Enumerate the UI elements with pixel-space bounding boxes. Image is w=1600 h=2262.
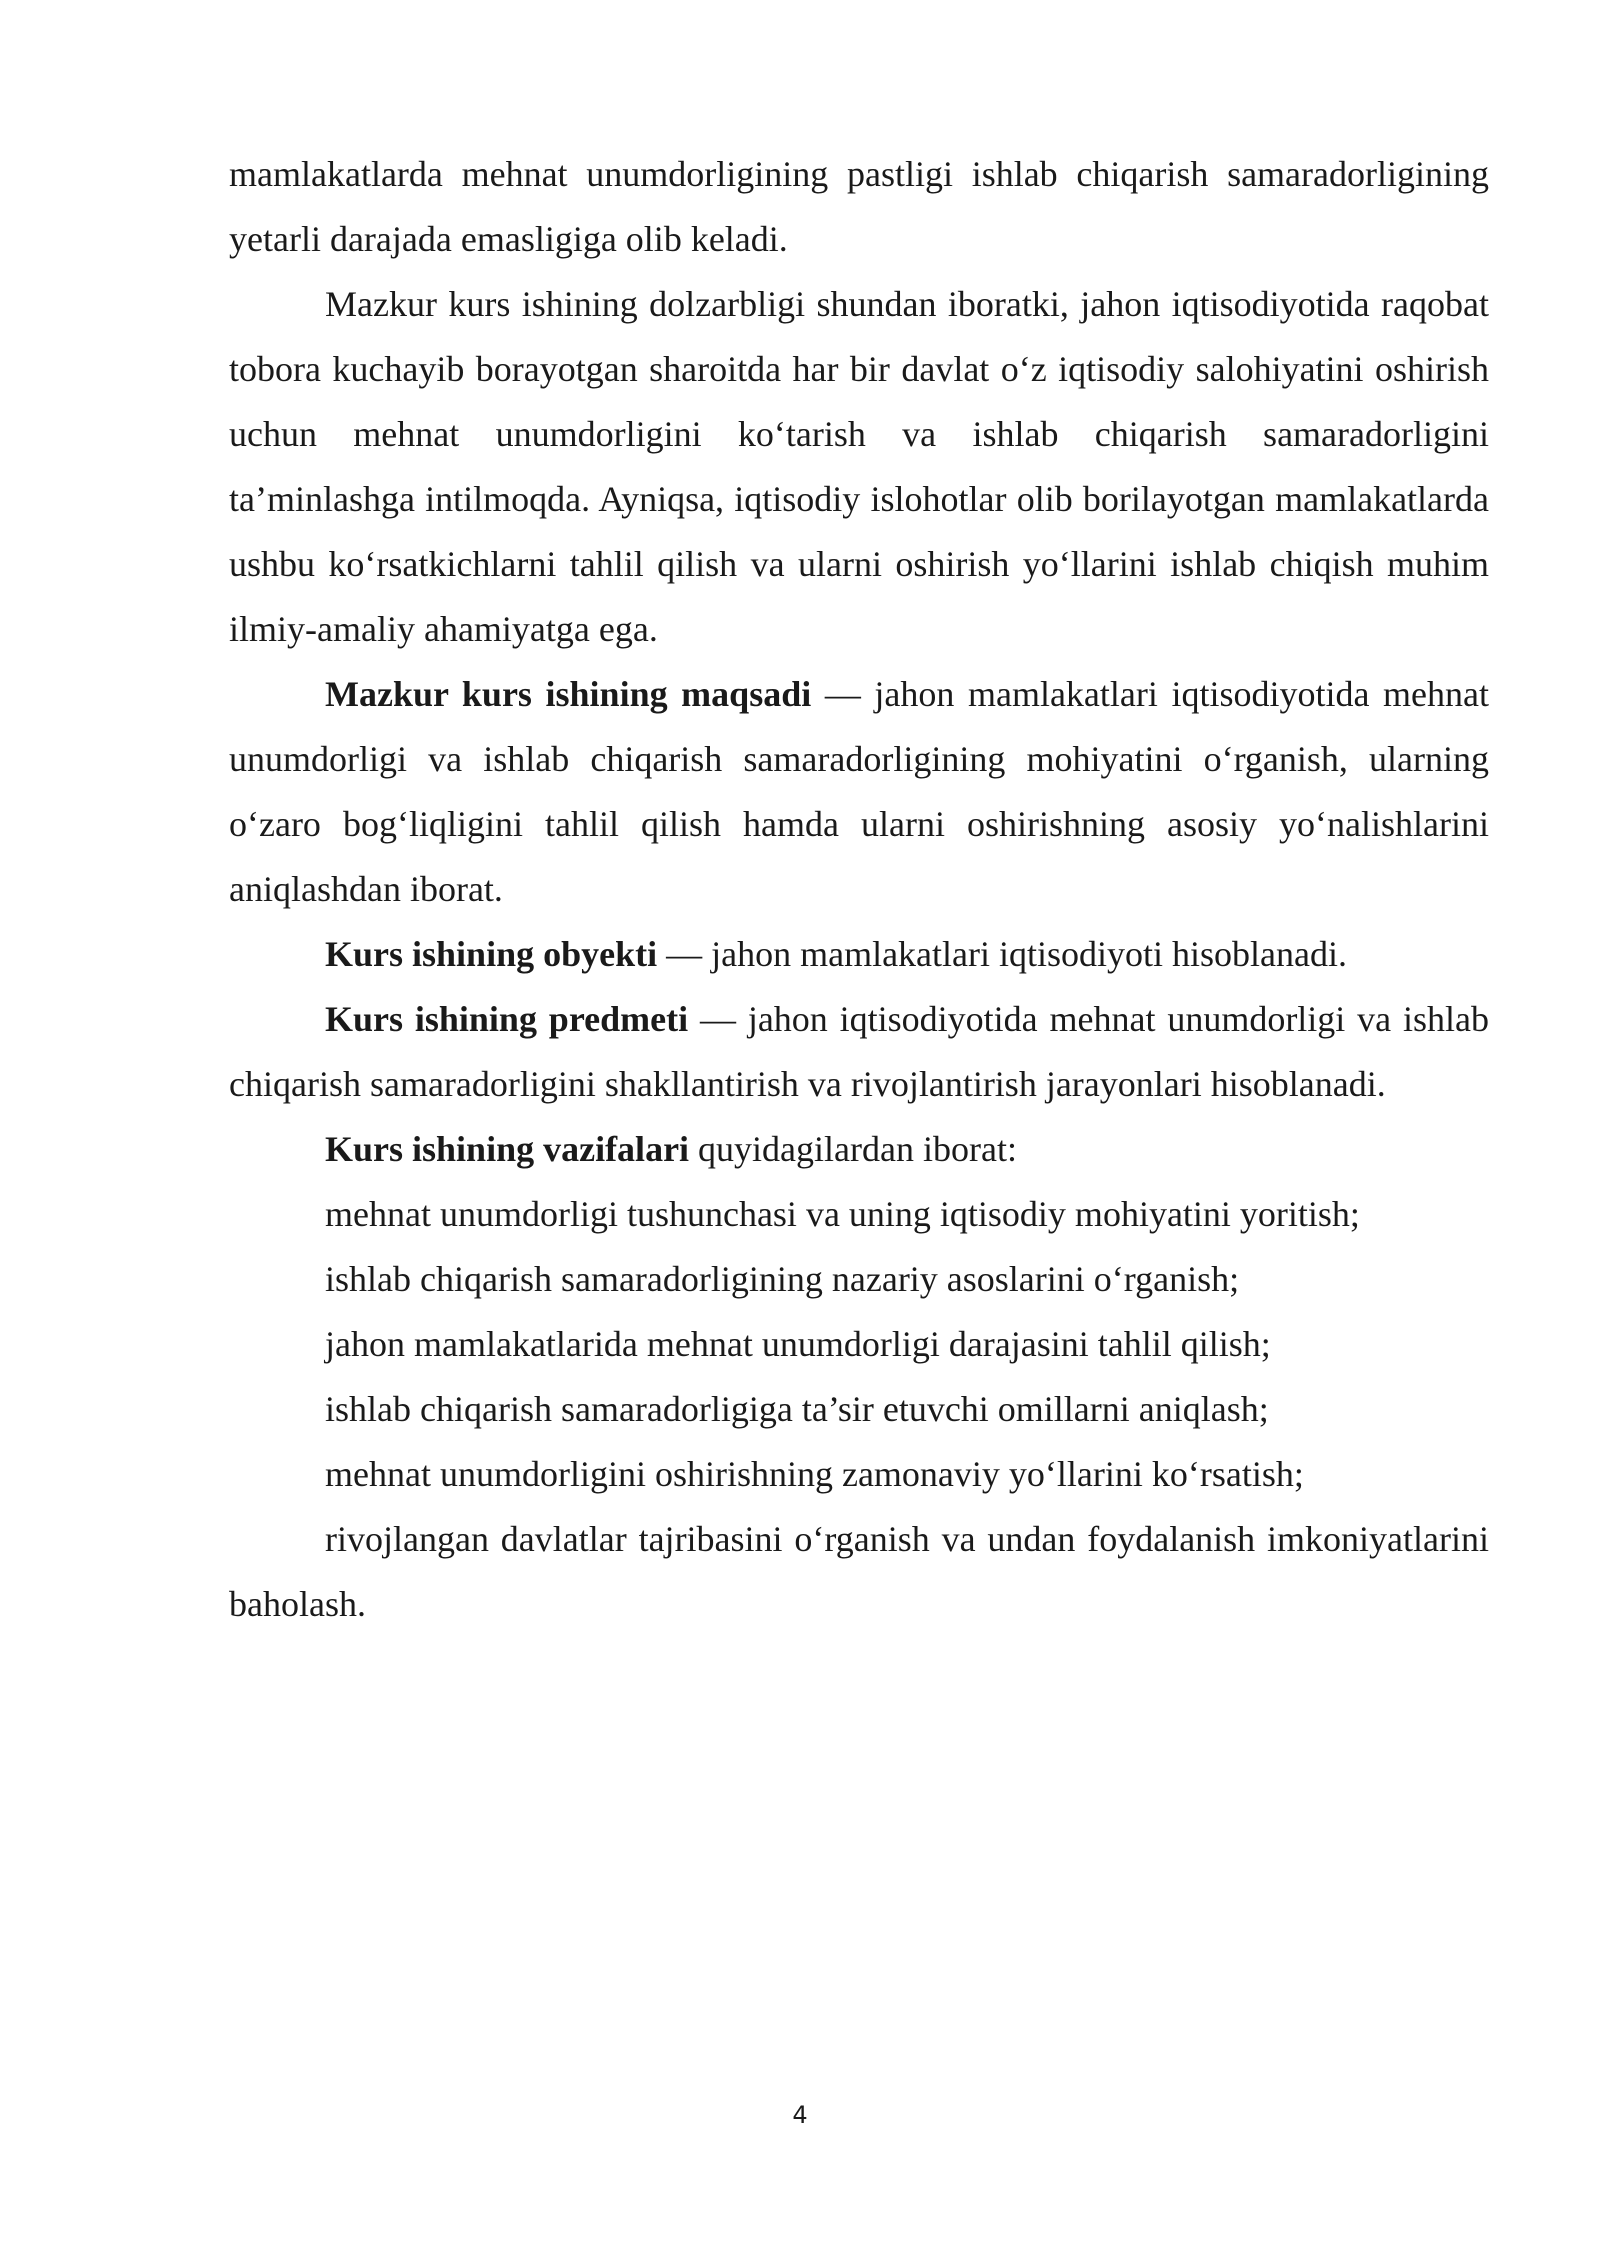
task-item-2: ishlab chiqarish samaradorligining nazariy asoslarini o‘rganish;: [325, 1259, 1240, 1299]
paragraph-subject: [229, 987, 1489, 1117]
paragraph-relevance: Mazkur kurs ishining dolzarbligi shundan iboratki, jahon iqtisodiyotida raqobat tobora kuchayib borayotgan sharoitda har bir davlat o‘z iqtisodiy salohiyatini oshirish uchun mehnat unumdorligini ko‘tarish va ishlab chiqarish samaradorligini ta’minlashga intilmoqda. Ayniqsa, iqtisodiy islohotlar olib borilayotgan mamlakatlarda ushbu ko‘rsatkichlarni tahlil qilish va ularni oshirish yo‘llarini ishlab chiqish muhim ilmiy-amaliy ahamiyatga ega.: [229, 284, 1489, 649]
task-item-4: ishlab chiqarish samaradorligiga ta’sir etuvchi omillarni aniqlash;: [325, 1389, 1269, 1429]
paragraph-goal: [229, 662, 1489, 922]
page-number: 4: [792, 2101, 808, 2129]
paragraph-object: [229, 922, 1489, 987]
task-item-1: mehnat unumdorligi tushunchasi va uning iqtisodiy mohiyatini yoritish;: [325, 1194, 1360, 1234]
task-item-6: rivojlangan davlatlar tajribasini o‘rganish va undan foydalanish imkoniyatlarini baholash.: [229, 1519, 1489, 1624]
goal-text: — jahon mamlakatlari iqtisodiyotida mehnat unumdorligi va ishlab chiqarish samaradorligining mohiyatini o‘rganish, ularning o‘zaro bog‘liqligini tahlil qilish hamda ularni oshirishning asosiy yo‘nalishlarini aniqlashdan iborat.: [229, 674, 1489, 909]
task-item-5: mehnat unumdorligini oshirishning zamonaviy yo‘llarini ko‘rsatish;: [325, 1454, 1304, 1494]
goal-heading: Mazkur kurs ishining maqsadi: [325, 674, 812, 714]
tasks-heading: Kurs ishining vazifalari: [325, 1129, 690, 1169]
object-text: — jahon mamlakatlari iqtisodiyoti hisoblanadi.: [657, 934, 1347, 974]
paragraph-tasks-intro: [229, 1117, 1489, 1182]
tasks-intro-text: quyidagilardan iborat:: [689, 1129, 1017, 1169]
subject-text: — jahon iqtisodiyotida mehnat unumdorligi va ishlab chiqarish samaradorligini shakllantirish va rivojlantirish jarayonlari hisoblanadi.: [229, 999, 1489, 1104]
subject-heading: Kurs ishining predmeti: [325, 999, 689, 1039]
document-body: [229, 142, 1489, 1637]
paragraph-intro-continuation: mamlakatlarda mehnat unumdorligining pastligi ishlab chiqarish samaradorligining yetarli darajada emasligiga olib keladi.: [229, 154, 1489, 259]
object-heading: Kurs ishining obyekti: [325, 934, 658, 974]
task-item-3: jahon mamlakatlarida mehnat unumdorligi darajasini tahlil qilish;: [325, 1324, 1271, 1364]
